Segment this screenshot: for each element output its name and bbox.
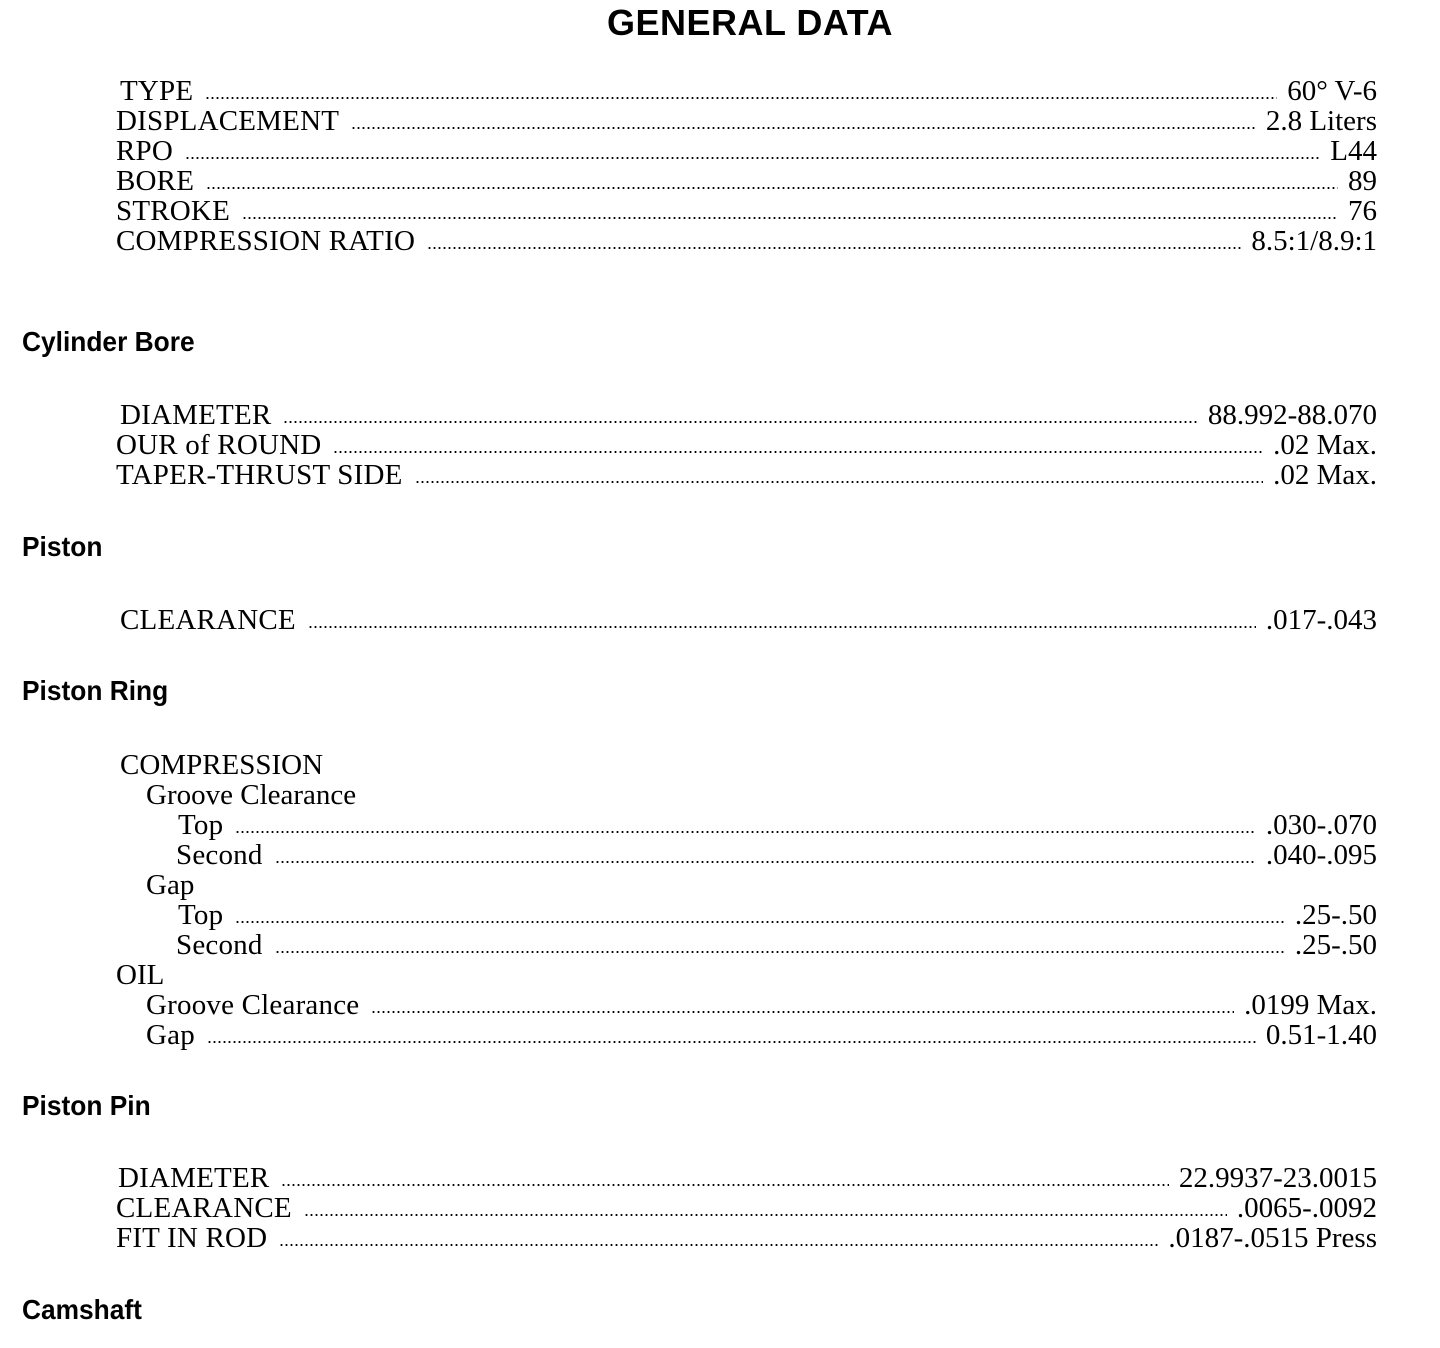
spec-value: 22.9937-23.0015 (1178, 1162, 1377, 1194)
spec-value: .0199 Max. (1244, 989, 1377, 1021)
spec-value: .017-.043 (1265, 604, 1377, 636)
spec-value: .040-.095 (1265, 839, 1377, 871)
spec-value: 88.992-88.070 (1207, 399, 1377, 431)
dot-leader (333, 451, 1263, 453)
dot-leader (351, 127, 1256, 129)
spec-row-oil-groove-clearance (146, 990, 1377, 1020)
spec-label: Second (176, 839, 263, 871)
compression-subheading: COMPRESSION (120, 749, 324, 781)
dot-leader (275, 951, 1285, 953)
spec-label: STROKE (116, 195, 230, 227)
spec-value: .030-.070 (1265, 809, 1377, 841)
spec-row-stroke (116, 196, 1377, 226)
spec-label: TAPER-THRUST SIDE (116, 459, 403, 491)
dot-leader (281, 1184, 1168, 1186)
dot-leader (304, 1214, 1227, 1216)
spec-label: CLEARANCE (120, 604, 296, 636)
spec-row-groove-second (176, 840, 1377, 870)
spec-row-pin-diameter (118, 1163, 1377, 1193)
spec-value: .0065-.0092 (1236, 1192, 1377, 1224)
spec-value: 8.5:1/8.9:1 (1251, 225, 1377, 257)
spec-value: 2.8 Liters (1265, 105, 1377, 137)
dot-leader (283, 421, 1197, 423)
section-heading-cylinder-bore: Cylinder Bore (22, 326, 195, 357)
oil-subheading: OIL (116, 959, 165, 991)
spec-row-type (120, 76, 1377, 106)
dot-leader (207, 1041, 1256, 1043)
dot-leader (308, 626, 1256, 628)
dot-leader (279, 1244, 1158, 1246)
spec-value: .02 Max. (1273, 459, 1377, 491)
dot-leader (275, 861, 1256, 863)
spec-row-diameter (120, 400, 1377, 430)
spec-row-gap-second (176, 930, 1377, 960)
spec-label: Gap (146, 1019, 195, 1051)
section-heading-piston-ring: Piston Ring (22, 675, 169, 706)
spec-row-out-of-round (116, 430, 1377, 460)
section-heading-piston: Piston (22, 531, 103, 562)
gap-subheading: Gap (146, 869, 195, 901)
dot-leader (185, 157, 1320, 159)
spec-row-oil-gap (146, 1020, 1377, 1050)
dot-leader (235, 921, 1285, 923)
spec-value: .25-.50 (1294, 929, 1377, 961)
dot-leader (242, 217, 1338, 219)
spec-label: Top (178, 809, 224, 841)
spec-row-fit-in-rod (116, 1223, 1377, 1253)
dot-leader (427, 247, 1241, 249)
spec-row-piston-clearance (120, 605, 1377, 635)
spec-label: Top (178, 899, 224, 931)
spec-value: L44 (1330, 135, 1377, 167)
spec-value: 0.51-1.40 (1265, 1019, 1377, 1051)
section-heading-camshaft: Camshaft (22, 1294, 142, 1325)
spec-label: Groove Clearance (146, 989, 360, 1021)
spec-label: RPO (116, 135, 174, 167)
spec-label: TYPE (120, 75, 194, 107)
spec-row-gap-top (178, 900, 1377, 930)
spec-label: CLEARANCE (116, 1192, 292, 1224)
spec-label: FIT IN ROD (116, 1222, 268, 1254)
groove-clearance-subheading: Groove Clearance (146, 779, 357, 811)
section-heading-piston-pin: Piston Pin (22, 1090, 151, 1121)
spec-value: .02 Max. (1273, 429, 1377, 461)
spec-label: OUR of ROUND (116, 429, 322, 461)
spec-label: COMPRESSION RATIO (116, 225, 416, 257)
dot-leader (205, 97, 1277, 99)
spec-row-taper-thrust-side (116, 460, 1377, 490)
spec-value: 76 (1348, 195, 1377, 227)
spec-label: DIAMETER (120, 399, 272, 431)
spec-value: .25-.50 (1294, 899, 1377, 931)
spec-label: DISPLACEMENT (116, 105, 340, 137)
spec-row-pin-clearance (116, 1193, 1377, 1223)
spec-value: 89 (1348, 165, 1377, 197)
page-title: GENERAL DATA (606, 2, 893, 43)
spec-value: 60° V-6 (1287, 75, 1377, 107)
spec-row-displacement (116, 106, 1377, 136)
spec-value: .0187-.0515 Press (1168, 1222, 1377, 1254)
dot-leader (235, 831, 1256, 833)
dot-leader (206, 187, 1338, 189)
dot-leader (371, 1011, 1234, 1013)
spec-row-groove-top (178, 810, 1377, 840)
spec-row-bore (116, 166, 1377, 196)
dot-leader (415, 481, 1264, 483)
spec-label: Second (176, 929, 263, 961)
spec-row-compression-ratio (116, 226, 1377, 256)
spec-label: DIAMETER (118, 1162, 270, 1194)
spec-row-rpo (116, 136, 1377, 166)
spec-label: BORE (116, 165, 195, 197)
